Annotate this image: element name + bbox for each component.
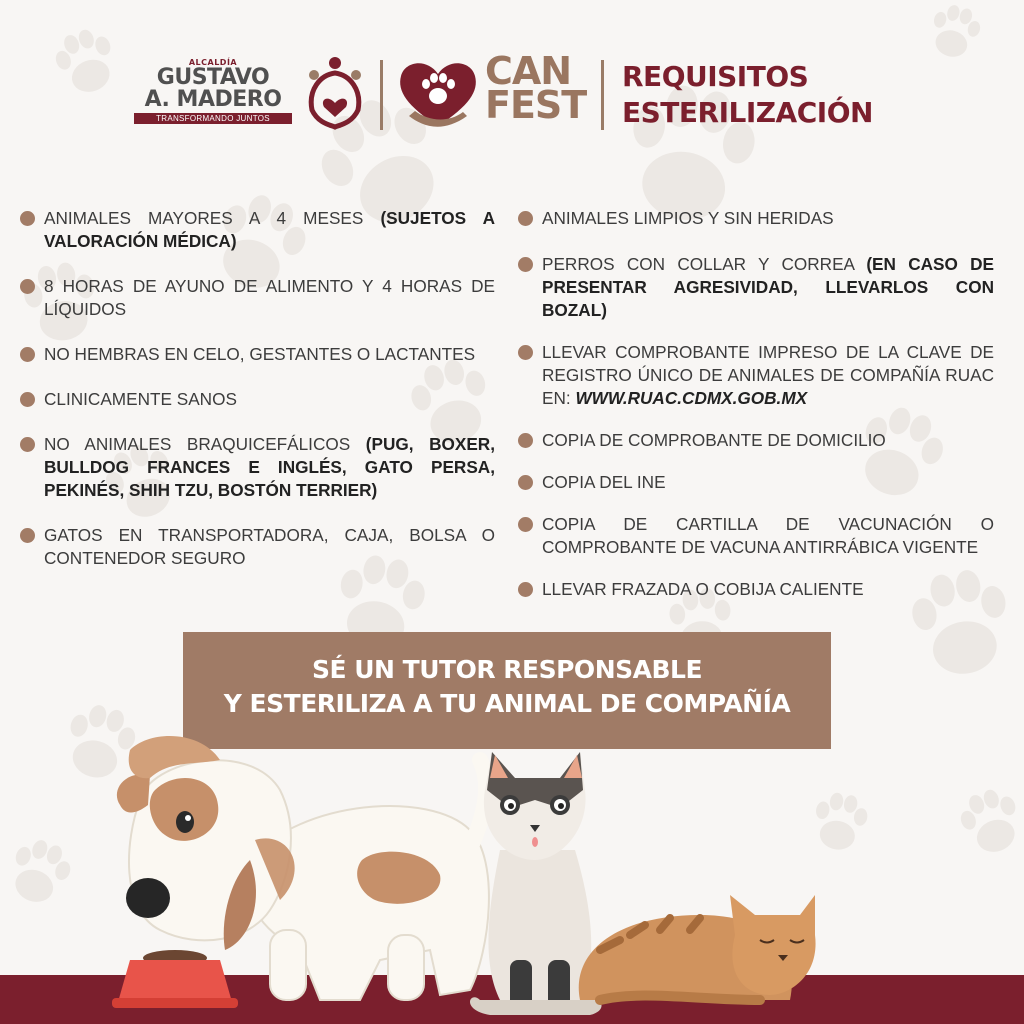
logo-madero: A. MADERO	[144, 87, 282, 112]
list-item: COPIA DE COMPROBANTE DE DOMICILIO	[518, 429, 994, 452]
title-line-2: ESTERILIZACIÓN	[622, 96, 873, 129]
list-item: CLINICAMENTE SANOS	[20, 388, 495, 411]
logo-tagline: TRANSFORMANDO JUNTOS	[134, 113, 292, 124]
orange-cat-illustration	[579, 895, 816, 1000]
list-item: ANIMALES LIMPIOS Y SIN HERIDAS	[518, 207, 994, 230]
list-item: COPIA DE CARTILLA DE VACUNACIÓN O COMPROBANTE DE VACUNA ANTIRRÁBICA VIGENTE	[518, 513, 994, 559]
list-item: ANIMALES MAYORES A 4 MESES (SUJETOS A VALORACIÓN MÉDICA)	[20, 207, 495, 253]
ruac-link: WWW.RUAC.CDMX.GOB.MX	[575, 388, 808, 408]
pets-illustration	[0, 720, 1024, 1024]
fest-text: FEST	[485, 83, 587, 127]
list-item: NO HEMBRAS EN CELO, GESTANTES O LACTANTES	[20, 343, 495, 366]
logo-gustavo: GUSTAVO	[156, 65, 270, 90]
slogan-line-2: Y ESTERILIZA A TU ANIMAL DE COMPAÑÍA	[223, 689, 791, 718]
list-item: NO ANIMALES BRAQUICEFÁLICOS (PUG, BOXER, BULLDOG FRANCES E INGLÉS, GATO PERSA, PEKINÉS, SHIH TZU, BOSTÓN TERRIER)	[20, 433, 495, 502]
list-item: LLEVAR FRAZADA O COBIJA CALIENTE	[518, 578, 994, 601]
food-bowl	[112, 950, 238, 1008]
list-item: PERROS CON COLLAR Y CORREA (EN CASO DE PRESENTAR AGRESIVIDAD, LLEVARLOS CON BOZAL)	[518, 253, 994, 322]
page-title	[622, 59, 873, 131]
list-item: GATOS EN TRANSPORTADORA, CAJA, BOLSA O CONTENEDOR SEGURO	[20, 524, 495, 570]
canfest-wordmark	[485, 49, 587, 127]
alcaldia-label: ALCALDÍA	[188, 58, 238, 67]
alcaldia-logo	[134, 58, 292, 128]
header-divider	[380, 60, 383, 130]
header-divider-2	[601, 60, 604, 130]
can-text: CAN	[485, 49, 572, 93]
slogan-line-1: SÉ UN TUTOR RESPONSABLE	[311, 655, 703, 684]
requirements-list-right	[518, 207, 994, 601]
list-item: LLEVAR COMPROBANTE IMPRESO DE LA CLAVE DE REGISTRO ÚNICO DE ANIMALES DE COMPAÑÍA RUAC EN: WWW.RUAC.CDMX.GOB.MX	[518, 341, 994, 410]
list-item: 8 HORAS DE AYUNO DE ALIMENTO Y 4 HORAS DE LÍQUIDOS	[20, 275, 495, 321]
requirements-list-left	[20, 207, 495, 570]
canfest-paw-heart-icon	[397, 56, 479, 134]
title-line-1: REQUISITOS	[622, 60, 809, 93]
people-heart-icon	[300, 55, 370, 130]
list-item: COPIA DEL INE	[518, 471, 994, 494]
